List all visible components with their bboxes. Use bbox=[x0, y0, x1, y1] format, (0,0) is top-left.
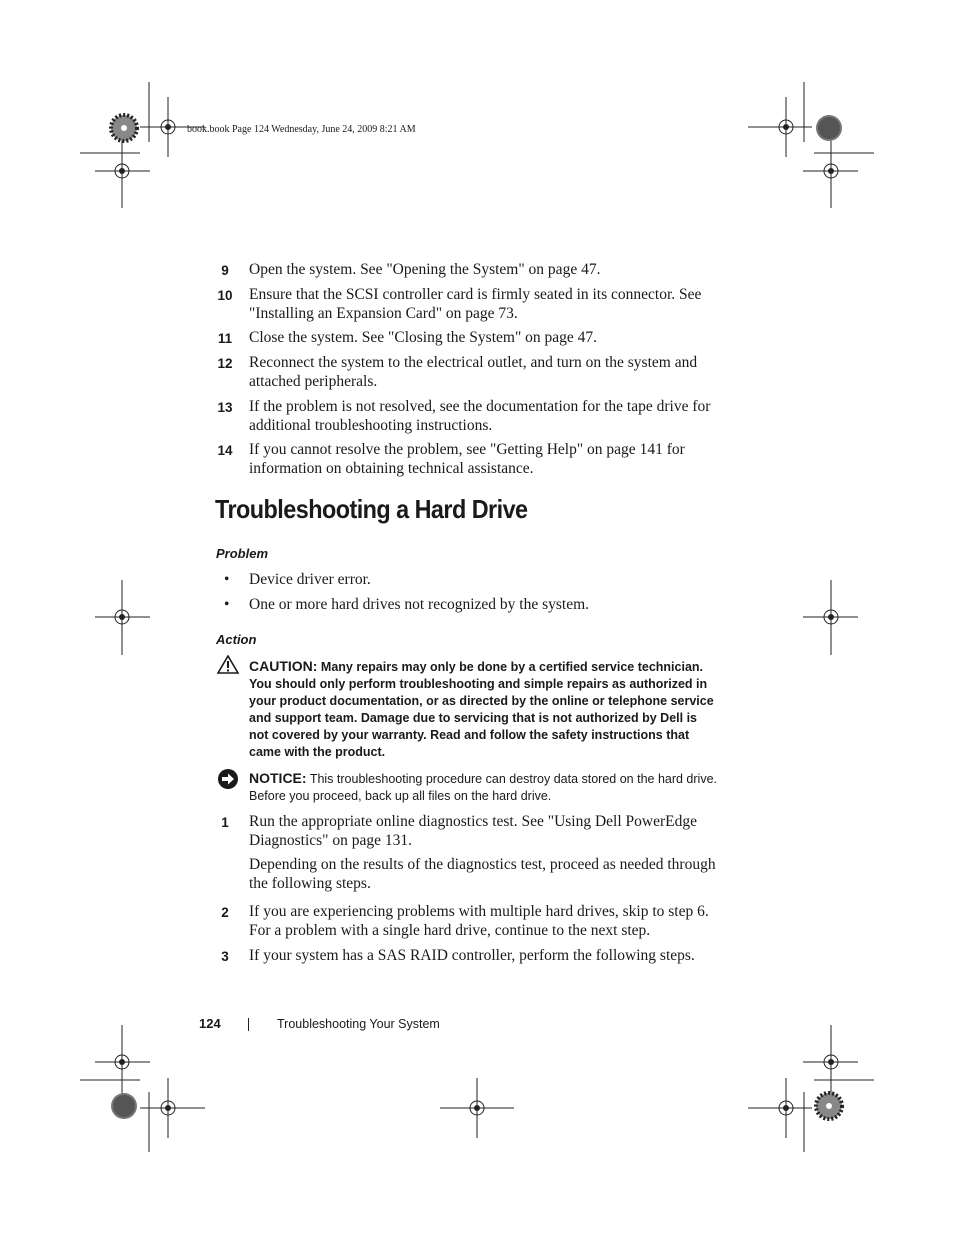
step-number: 3 bbox=[221, 949, 229, 964]
step-text: If your system has a SAS RAID controller, perform the following steps. bbox=[249, 947, 695, 964]
list-item bbox=[214, 902, 724, 940]
page-number: 124 bbox=[199, 1016, 221, 1031]
step-number: 2 bbox=[221, 905, 229, 920]
caution-note bbox=[249, 658, 719, 761]
list-item bbox=[214, 260, 724, 279]
list-item bbox=[214, 285, 724, 323]
step-number: 12 bbox=[217, 356, 233, 371]
caution-text: Many repairs may only be done by a certified service technician. You should only perform troubleshooting and simple repairs as authorized in your product documentation, or as directed by the online or telephone service and support team. Damage due to servicing that is not authorized by Dell is not covered by your warranty. Read and follow the safety instructions that came with the product. bbox=[249, 660, 714, 759]
chapter-title: Troubleshooting Your System bbox=[277, 1017, 440, 1031]
list-item bbox=[214, 440, 724, 478]
step-text: Open the system. See "Opening the System" on page 47. bbox=[249, 261, 601, 278]
step-text: Ensure that the SCSI controller card is firmly seated in its connector. See "Installing an Expansion Card" on page 73. bbox=[249, 286, 702, 322]
step-number: 14 bbox=[217, 443, 233, 458]
caution-icon bbox=[217, 655, 239, 679]
caution-label: CAUTION: bbox=[249, 658, 318, 674]
footer-divider bbox=[248, 1018, 249, 1031]
section-title: Troubleshooting a Hard Drive bbox=[215, 494, 528, 524]
bullet-text: One or more hard drives not recognized by the system. bbox=[249, 596, 590, 613]
list-item bbox=[224, 570, 371, 589]
step-number: 13 bbox=[217, 400, 233, 415]
step-text: Run the appropriate online diagnostics test. See "Using Dell PowerEdge Diagnostics" on page 131. bbox=[249, 813, 697, 849]
list-item bbox=[214, 353, 724, 391]
step-text: If you are experiencing problems with multiple hard drives, skip to step 6. For a problem with a single hard drive, continue to the next step. bbox=[249, 903, 709, 939]
notice-label: NOTICE: bbox=[249, 770, 307, 786]
notice-text: This troubleshooting procedure can destroy data stored on the hard drive. Before you proceed, back up all files on the hard drive. bbox=[249, 772, 718, 803]
bullet-text: Device driver error. bbox=[249, 571, 371, 588]
step-detail: Depending on the results of the diagnostics test, proceed as needed through the following steps. bbox=[249, 856, 716, 892]
step-number: 11 bbox=[217, 331, 233, 346]
list-item bbox=[224, 595, 589, 614]
step-number: 9 bbox=[221, 263, 229, 278]
step-text: Close the system. See "Closing the System" on page 47. bbox=[249, 329, 598, 346]
step-text: If you cannot resolve the problem, see "Getting Help" on page 141 for information on obtaining technical assistance. bbox=[249, 441, 685, 477]
action-heading: Action bbox=[216, 632, 257, 647]
step-number: 1 bbox=[221, 815, 229, 830]
notice-icon bbox=[217, 768, 239, 795]
bullet-icon: • bbox=[224, 596, 230, 613]
print-header: book.book Page 124 Wednesday, June 24, 2009 8:21 AM bbox=[187, 124, 416, 135]
list-item bbox=[214, 397, 724, 435]
step-number: 10 bbox=[217, 288, 233, 303]
notice-note bbox=[249, 770, 719, 805]
problem-heading: Problem bbox=[216, 546, 269, 561]
step-text: Reconnect the system to the electrical outlet, and turn on the system and attached peripherals. bbox=[249, 354, 698, 390]
list-item bbox=[214, 812, 724, 850]
step-text: If the problem is not resolved, see the documentation for the tape drive for additional troubleshooting instructions. bbox=[249, 398, 711, 434]
list-item bbox=[214, 328, 724, 347]
list-item bbox=[214, 946, 724, 965]
bullet-icon: • bbox=[224, 571, 230, 588]
